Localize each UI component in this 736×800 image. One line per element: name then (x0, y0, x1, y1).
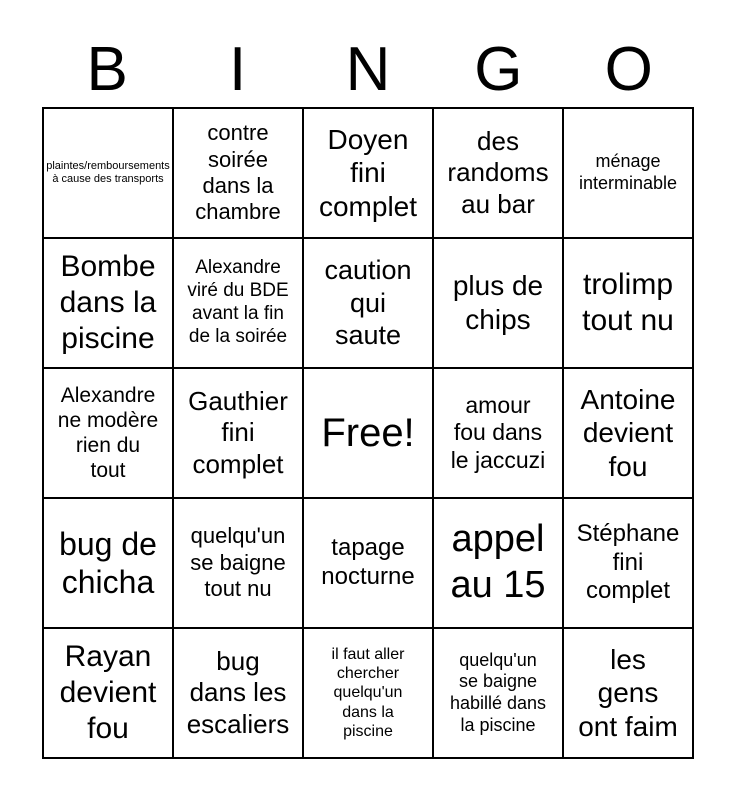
bingo-cell-r4c5[interactable]: Stéphane fini complet (564, 499, 692, 627)
bingo-header-letter-b: B (86, 35, 128, 104)
bingo-header-letter-n: N (345, 35, 391, 104)
bingo-cell-r4c1[interactable]: bug de chicha (44, 499, 172, 627)
bingo-cell-r5c5[interactable]: les gens ont faim (564, 629, 692, 757)
bingo-cell-r2c5[interactable]: trolimp tout nu (564, 239, 692, 367)
bingo-cell-r4c4[interactable]: appel au 15 (434, 499, 562, 627)
bingo-header-letter-g: G (474, 35, 523, 104)
bingo-cell-r2c4[interactable]: plus de chips (434, 239, 562, 367)
bingo-cell-r3c3-free[interactable]: Free! (304, 369, 432, 497)
bingo-cell-r3c1[interactable]: Alexandre ne modère rien du tout (44, 369, 172, 497)
bingo-cell-r5c2[interactable]: bug dans les escaliers (174, 629, 302, 757)
bingo-cell-r5c3[interactable]: il faut aller chercher quelqu'un dans la piscine (304, 629, 432, 757)
bingo-cell-r2c3[interactable]: caution qui saute (304, 239, 432, 367)
bingo-cell-r3c5[interactable]: Antoine devient fou (564, 369, 692, 497)
bingo-header-letter-i: I (228, 35, 247, 104)
bingo-cell-r5c1[interactable]: Rayan devient fou (44, 629, 172, 757)
bingo-cell-r5c4[interactable]: quelqu'un se baigne habillé dans la piscine (434, 629, 562, 757)
bingo-cell-r1c2[interactable]: contre soirée dans la chambre (174, 109, 302, 237)
bingo-cell-r4c2[interactable]: quelqu'un se baigne tout nu (174, 499, 302, 627)
bingo-cell-r1c4[interactable]: des randoms au bar (434, 109, 562, 237)
bingo-header-letter-o: O (604, 35, 653, 104)
bingo-cell-r3c2[interactable]: Gauthier fini complet (174, 369, 302, 497)
bingo-header (42, 0, 694, 107)
bingo-cell-r2c2[interactable]: Alexandre viré du BDE avant la fin de la soirée (174, 239, 302, 367)
bingo-grid (42, 107, 694, 759)
bingo-cell-r3c4[interactable]: amour fou dans le jaccuzi (434, 369, 562, 497)
bingo-cell-r2c1[interactable]: Bombe dans la piscine (44, 239, 172, 367)
bingo-cell-r1c5[interactable]: ménage interminable (564, 109, 692, 237)
bingo-cell-r4c3[interactable]: tapage nocturne (304, 499, 432, 627)
bingo-cell-r1c3[interactable]: Doyen fini complet (304, 109, 432, 237)
bingo-cell-r1c1[interactable]: plaintes/remboursements à cause des transports (44, 109, 172, 237)
